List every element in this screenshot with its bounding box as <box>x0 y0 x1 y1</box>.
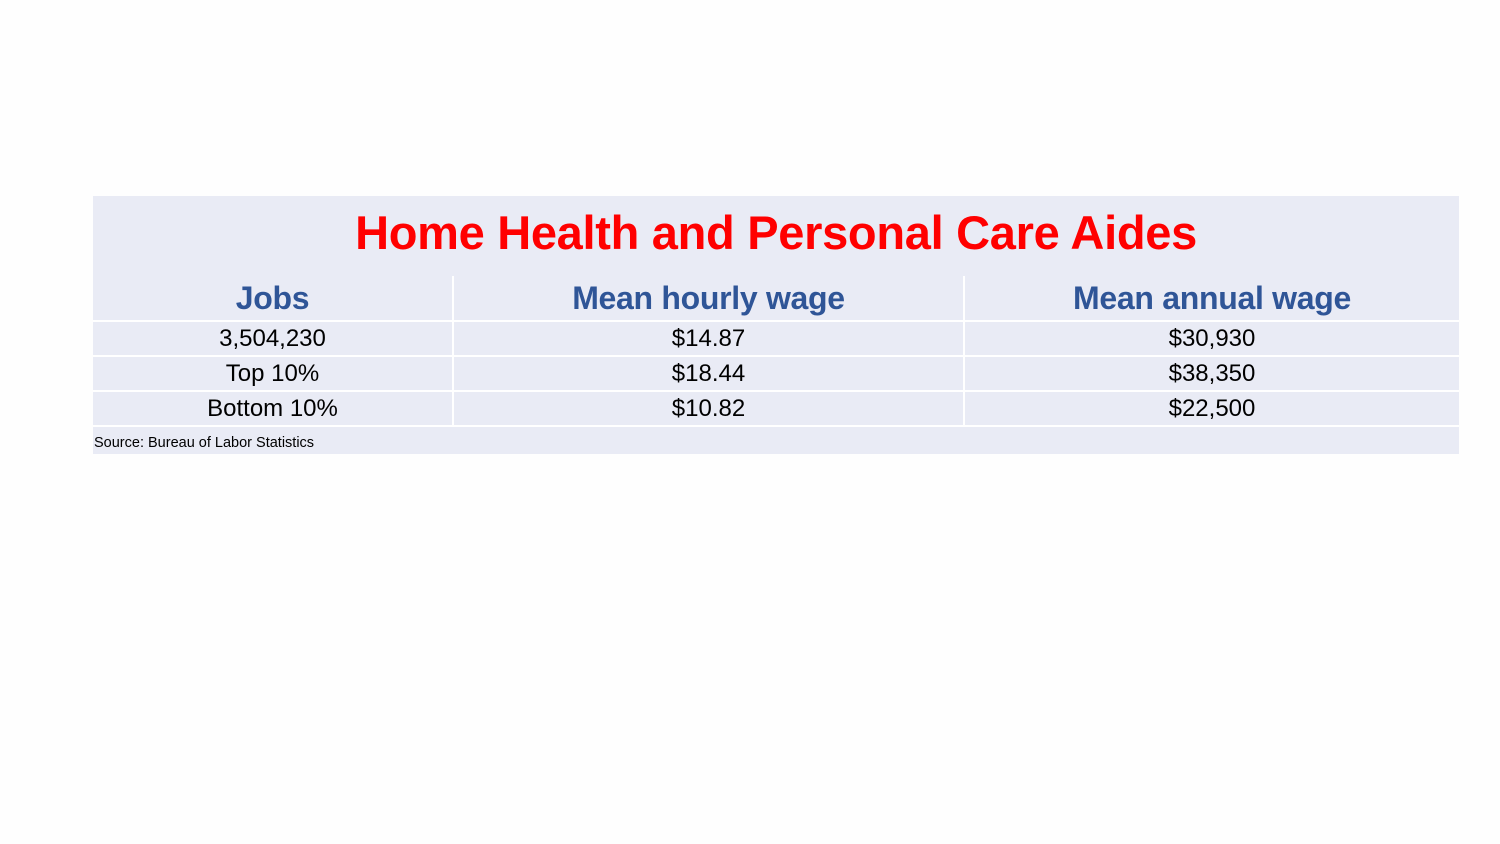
wage-panel <box>93 196 1459 454</box>
cell-annual: $22,500 <box>964 391 1459 426</box>
table-row <box>93 321 1459 356</box>
cell-jobs: Bottom 10% <box>93 391 453 426</box>
cell-hourly: $14.87 <box>453 321 964 356</box>
cell-hourly: $18.44 <box>453 356 964 391</box>
cell-annual: $38,350 <box>964 356 1459 391</box>
wage-table <box>93 276 1459 427</box>
table-row <box>93 356 1459 391</box>
table-header-row <box>93 276 1459 321</box>
cell-annual: $30,930 <box>964 321 1459 356</box>
table-row <box>93 391 1459 426</box>
header-jobs: Jobs <box>235 279 310 316</box>
header-mean-hourly-wage: Mean hourly wage <box>453 276 964 321</box>
page-title: Home Health and Personal Care Aides <box>355 206 1197 259</box>
header-mean-annual-wage: Mean annual wage <box>964 276 1459 321</box>
cell-hourly: $10.82 <box>453 391 964 426</box>
cell-jobs: Top 10% <box>93 356 453 391</box>
source-note: Source: Bureau of Labor Statistics <box>94 435 315 451</box>
cell-jobs: 3,504,230 <box>93 321 453 356</box>
